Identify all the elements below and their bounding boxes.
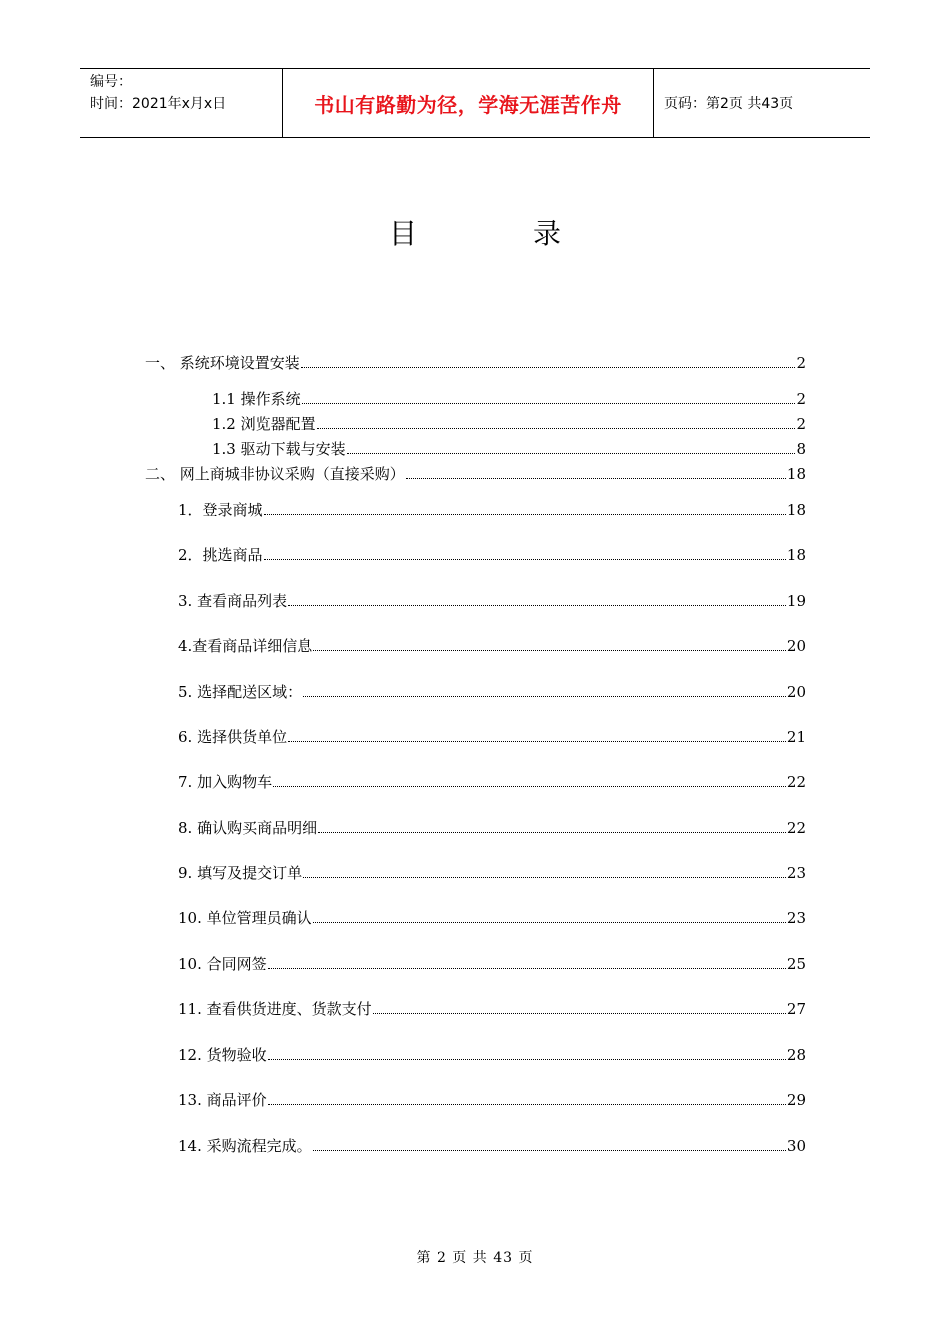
toc-entry-page: 20 xyxy=(786,637,806,655)
page-info-text: 页码：第2页 共43页 xyxy=(664,96,794,112)
toc-entry-label: 9. 填写及提交订单 xyxy=(178,864,303,882)
toc-entry-label: 6. 选择供货单位 xyxy=(178,728,288,746)
toc-entry[interactable] xyxy=(212,388,806,409)
toc-leader-dots xyxy=(406,478,786,479)
toc-leader-dots xyxy=(288,605,786,606)
toc-entry-label: 12. 货物验收 xyxy=(178,1046,267,1064)
toc-leader-dots xyxy=(268,1104,786,1105)
toc-entry-label: 13. 商品评价 xyxy=(178,1091,267,1109)
toc-entry-page: 22 xyxy=(786,819,806,837)
toc-entry-label: 8. 确认购买商品明细 xyxy=(178,819,318,837)
toc-entry-label: 10. 单位管理员确认 xyxy=(178,909,312,927)
toc-entry[interactable] xyxy=(178,590,806,611)
toc-entry-page: 2 xyxy=(796,354,806,372)
toc-entry[interactable] xyxy=(212,413,806,434)
toc-entry-label: 1.3 驱动下载与安装 xyxy=(212,440,346,458)
toc-leader-dots xyxy=(301,367,796,368)
toc-entry[interactable] xyxy=(178,1135,806,1156)
toc-entry-page: 30 xyxy=(786,1137,806,1155)
toc-leader-dots xyxy=(302,403,796,404)
toc-entry-page: 18 xyxy=(786,465,806,483)
toc-leader-dots xyxy=(318,832,786,833)
toc-leader-dots xyxy=(264,559,786,560)
toc-entry-label: 1．登录商城 xyxy=(178,501,263,519)
toc-entry[interactable] xyxy=(178,907,806,928)
header-meta xyxy=(80,69,282,137)
toc-entry[interactable] xyxy=(178,771,806,792)
time-label: 时间：2021年x月x日 xyxy=(90,96,227,112)
toc-entry-label: 二、 网上商城非协议采购（直接采购） xyxy=(145,465,405,483)
toc-leader-dots xyxy=(268,1059,786,1060)
toc-entry[interactable] xyxy=(145,352,806,373)
toc-entry[interactable] xyxy=(145,463,806,484)
toc-entry-label: 3. 查看商品列表 xyxy=(178,592,288,610)
title-char-1: 目 xyxy=(389,217,418,250)
toc-entry-page: 27 xyxy=(786,1000,806,1018)
page-footer xyxy=(0,1247,950,1267)
number-label: 编号： xyxy=(90,74,132,90)
toc-entry[interactable] xyxy=(178,1044,806,1065)
toc-entry-page: 28 xyxy=(786,1046,806,1064)
toc-entry-page: 2 xyxy=(796,415,806,433)
toc-entry[interactable] xyxy=(178,635,806,656)
motto-text: 书山有路勤为径，学海无涯苦作舟 xyxy=(314,92,622,117)
page-header xyxy=(80,68,870,138)
toc-entry[interactable] xyxy=(178,998,806,1019)
toc-entry[interactable] xyxy=(178,862,806,883)
toc-entry-page: 23 xyxy=(786,864,806,882)
toc-entry-page: 18 xyxy=(786,546,806,564)
toc-entry-page: 21 xyxy=(786,728,806,746)
toc-leader-dots xyxy=(288,741,786,742)
toc-entry-label: 11. 查看供货进度、货款支付 xyxy=(178,1000,372,1018)
toc-leader-dots xyxy=(347,453,796,454)
toc-entry-label: 4.查看商品详细信息 xyxy=(178,637,313,655)
toc-entry-page: 29 xyxy=(786,1091,806,1109)
header-motto-cell xyxy=(282,69,654,137)
toc-entry[interactable] xyxy=(178,1089,806,1110)
toc-leader-dots xyxy=(373,1013,786,1014)
toc-leader-dots xyxy=(303,877,786,878)
toc-entry[interactable] xyxy=(212,438,806,459)
toc-leader-dots xyxy=(273,786,786,787)
toc-entry-label: 14. 采购流程完成。 xyxy=(178,1137,312,1155)
toc-leader-dots xyxy=(313,650,786,651)
title-char-2: 录 xyxy=(533,217,562,250)
toc-entry[interactable] xyxy=(178,544,806,565)
toc-entry-page: 25 xyxy=(786,955,806,973)
toc-entry[interactable] xyxy=(178,681,806,702)
toc-leader-dots xyxy=(264,514,786,515)
toc-entry-label: 10. 合同网签 xyxy=(178,955,267,973)
toc-entry[interactable] xyxy=(178,499,806,520)
toc-entry-page: 20 xyxy=(786,683,806,701)
toc-entry-label: 一、 系统环境设置安装 xyxy=(145,354,300,372)
toc-leader-dots xyxy=(303,696,786,697)
toc-leader-dots xyxy=(313,922,786,923)
header-page-info xyxy=(654,69,870,137)
toc-leader-dots xyxy=(313,1150,786,1151)
toc-entry[interactable] xyxy=(178,817,806,838)
toc-entry-label: 2．挑选商品 xyxy=(178,546,263,564)
toc-entry-label: 1.2 浏览器配置 xyxy=(212,415,316,433)
toc-entry-label: 7. 加入购物车 xyxy=(178,773,273,791)
toc-entry-page: 23 xyxy=(786,909,806,927)
toc-entry-page: 2 xyxy=(796,390,806,408)
toc-entry-page: 19 xyxy=(786,592,806,610)
toc-entry-page: 18 xyxy=(786,501,806,519)
toc-entry-page: 8 xyxy=(796,440,806,458)
toc-entry-label: 1.1 操作系统 xyxy=(212,390,301,408)
footer-page-number: 第 2 页 共 43 页 xyxy=(416,1250,534,1266)
toc-entry-label: 5. 选择配送区域： xyxy=(178,683,303,701)
toc-entry[interactable] xyxy=(178,726,806,747)
toc-entry[interactable] xyxy=(178,953,806,974)
toc-leader-dots xyxy=(268,968,786,969)
toc-leader-dots xyxy=(317,428,796,429)
toc-entry-page: 22 xyxy=(786,773,806,791)
